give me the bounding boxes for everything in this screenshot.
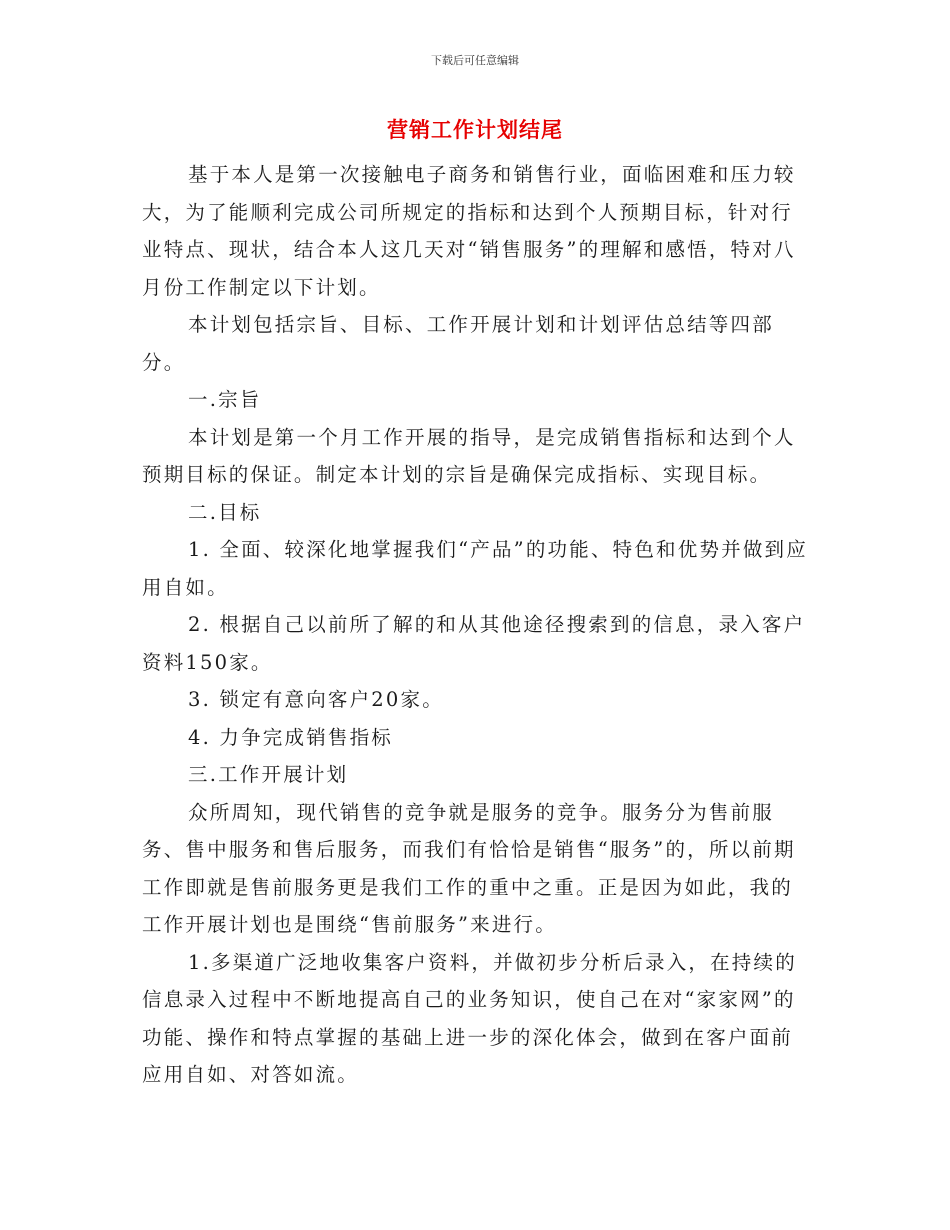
page-header: 下载后可任意编辑 bbox=[431, 54, 519, 67]
goal-item-1: 1. 全面、较深化地掌握我们“产品”的功能、特色和优势并做到应用自如。 bbox=[142, 538, 808, 599]
paragraph-purpose: 本计划是第一个月工作开展的指导，是完成销售指标和达到个人预期目标的保证。制定本计划的宗旨是确保完成指标、实现目标。 bbox=[142, 425, 796, 486]
paragraph-overview: 本计划包括宗旨、目标、工作开展计划和计划评估总结等四部分。 bbox=[142, 313, 774, 374]
document-title: 营销工作计划结尾 bbox=[387, 118, 563, 142]
paragraph-plan-intro: 众所周知，现代销售的竞争就是服务的竞争。服务分为售前服务、售中服务和售后服务，而我们有恰恰是销售“服务”的，所以前期工作即就是售前服务更是我们工作的重中之重。正是因为如此，我的工作开展计划也是围绕“售前服务”来进行。 bbox=[142, 800, 796, 936]
goal-item-3: 3. 锁定有意向客户20家。 bbox=[188, 688, 444, 711]
section-heading-purpose: 一.宗旨 bbox=[188, 388, 262, 411]
goal-item-2: 2. 根据自己以前所了解的和从其他途径搜索到的信息，录入客户资料150家。 bbox=[142, 613, 806, 674]
goal-item-4: 4. 力争完成销售指标 bbox=[188, 725, 394, 749]
paragraph-intro: 基于本人是第一次接触电子商务和销售行业，面临困难和压力较大，为了能顺利完成公司所规定的指标和达到个人预期目标，针对行业特点、现状，结合本人这几天对“销售服务”的理解和感悟，特对八月份工作制定以下计划。 bbox=[142, 163, 796, 299]
document-body bbox=[142, 156, 812, 1094]
plan-item-1: 1.多渠道广泛地收集客户资料，并做初步分析后录入，在持续的信息录入过程中不断地提高自己的业务知识，使自己在对“家家网”的功能、操作和特点掌握的基础上进一步的深化体会，做到在客户面前应用自如、对答如流。 bbox=[142, 950, 797, 1086]
section-heading-goals: 二.目标 bbox=[188, 500, 262, 524]
section-heading-plan: 三.工作开展计划 bbox=[188, 763, 349, 786]
